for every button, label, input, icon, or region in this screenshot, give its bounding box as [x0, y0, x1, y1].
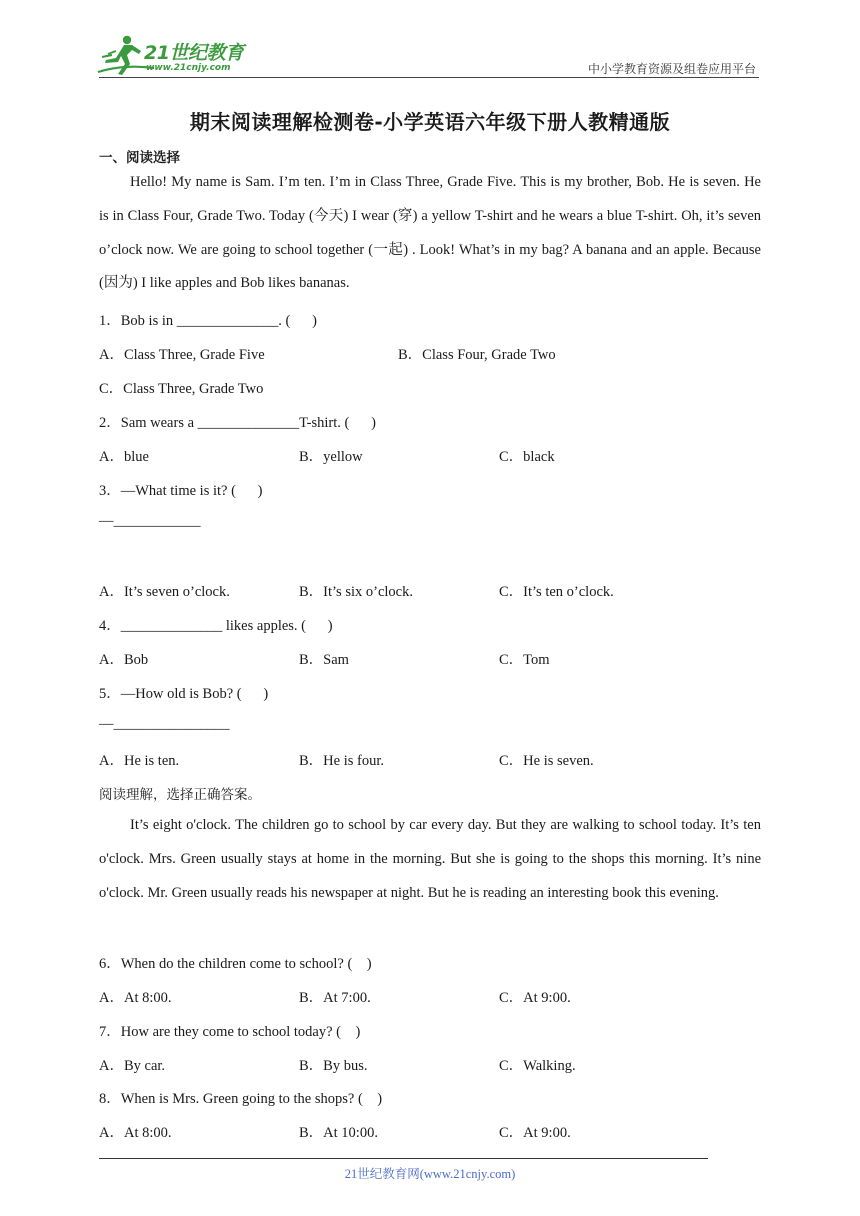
reading-passage-2: It’s eight o'clock. The children go to school by car every day. But they are walking to school today. It’s ten o'clock. Mrs. Green usually stays at home in the morning. But she is going to the shops this morning. It’s nine o'clock. Mr. Green usually reads his newspaper at night. But he is reading an interesting book this evening.	[99, 817, 761, 901]
option-b[interactable]: B．Class Four, Grade Two	[398, 347, 556, 363]
page-header	[0, 0, 860, 80]
question-1: 1．Bob is in ______________. ( )	[99, 313, 317, 329]
question-2: 2．Sam wears a ______________T-shirt. ( )	[99, 415, 376, 431]
site-logo[interactable]	[94, 34, 264, 78]
question-4-options	[99, 648, 761, 668]
option-c[interactable]: C．Tom	[499, 652, 550, 668]
question-1-options-row1	[99, 343, 761, 363]
reading-passage-1: Hello! My name is Sam. I’m ten. I’m in Class Three, Grade Five. This is my brother, Bob. He is seven. He is in Class Four, Grade Two. Today (今天) I wear (穿) a yellow T-shirt and he wears a blue T-shirt. Oh, it’s seven o’clock now. We are going to school together (一起) . Look! What’s in my bag? A banana and an apple. Because (因为) I like apples and Bob likes bananas.	[99, 174, 761, 292]
option-b[interactable]: B．He is four.	[299, 753, 384, 769]
question-4: 4．______________ likes apples. ( )	[99, 618, 333, 634]
section-heading: 一、阅读选择	[99, 150, 180, 166]
option-b[interactable]: B．By bus.	[299, 1058, 368, 1074]
option-a[interactable]: A．At 8:00.	[99, 1125, 172, 1141]
option-b[interactable]: B．yellow	[299, 449, 363, 465]
question-6: 6．When do the children come to school? ( )	[99, 956, 372, 972]
option-a[interactable]: A．He is ten.	[99, 753, 180, 769]
option-a[interactable]: A．Class Three, Grade Five	[99, 347, 265, 363]
question-8-options	[99, 1121, 761, 1141]
question-3-answer-line: —____________	[99, 513, 201, 529]
option-c[interactable]: C．He is seven.	[499, 753, 594, 769]
question-3-options	[99, 580, 761, 600]
question-1-options-row2	[99, 377, 761, 397]
platform-name: 中小学教育资源及组卷应用平台	[587, 62, 756, 76]
logo-text: 21世纪教育	[144, 42, 244, 64]
option-c[interactable]: C．Class Three, Grade Two	[99, 381, 264, 397]
option-c[interactable]: C．Walking.	[499, 1058, 576, 1074]
question-7-options	[99, 1054, 761, 1074]
footer-divider	[99, 1158, 708, 1159]
question-2-options	[99, 445, 761, 465]
question-6-options	[99, 986, 761, 1006]
question-3: 3．—What time is it? ( )	[99, 483, 263, 499]
option-c[interactable]: C．It’s ten o’clock.	[499, 584, 614, 600]
option-a[interactable]: A．blue	[99, 449, 149, 465]
question-5-options	[99, 749, 761, 769]
option-a[interactable]: A．It’s seven o’clock.	[99, 584, 230, 600]
question-7: 7．How are they come to school today? ( )	[99, 1024, 361, 1040]
instruction-text: 阅读理解，选择正确答案。	[99, 787, 261, 803]
option-a[interactable]: A．By car.	[99, 1058, 166, 1074]
option-b[interactable]: B．Sam	[299, 652, 349, 668]
header-divider	[99, 77, 759, 78]
page-title: 期末阅读理解检测卷-小学英语六年级下册人教精通版	[189, 110, 671, 134]
question-5-answer-line: —________________	[99, 716, 230, 732]
option-a[interactable]: A．Bob	[99, 652, 149, 668]
option-c[interactable]: C．black	[499, 449, 555, 465]
option-b[interactable]: B．At 7:00.	[299, 990, 371, 1006]
logo-url: www.21cnjy.com	[146, 63, 231, 73]
option-c[interactable]: C．At 9:00.	[499, 990, 571, 1006]
question-5: 5．—How old is Bob? ( )	[99, 686, 269, 702]
option-b[interactable]: B．It’s six o’clock.	[299, 584, 413, 600]
option-c[interactable]: C．At 9:00.	[499, 1125, 571, 1141]
question-8: 8．When is Mrs. Green going to the shops? ( )	[99, 1091, 383, 1107]
option-a[interactable]: A．At 8:00.	[99, 990, 172, 1006]
footer-link[interactable]: 21世纪教育网(www.21cnjy.com)	[344, 1167, 516, 1181]
option-b[interactable]: B．At 10:00.	[299, 1125, 378, 1141]
